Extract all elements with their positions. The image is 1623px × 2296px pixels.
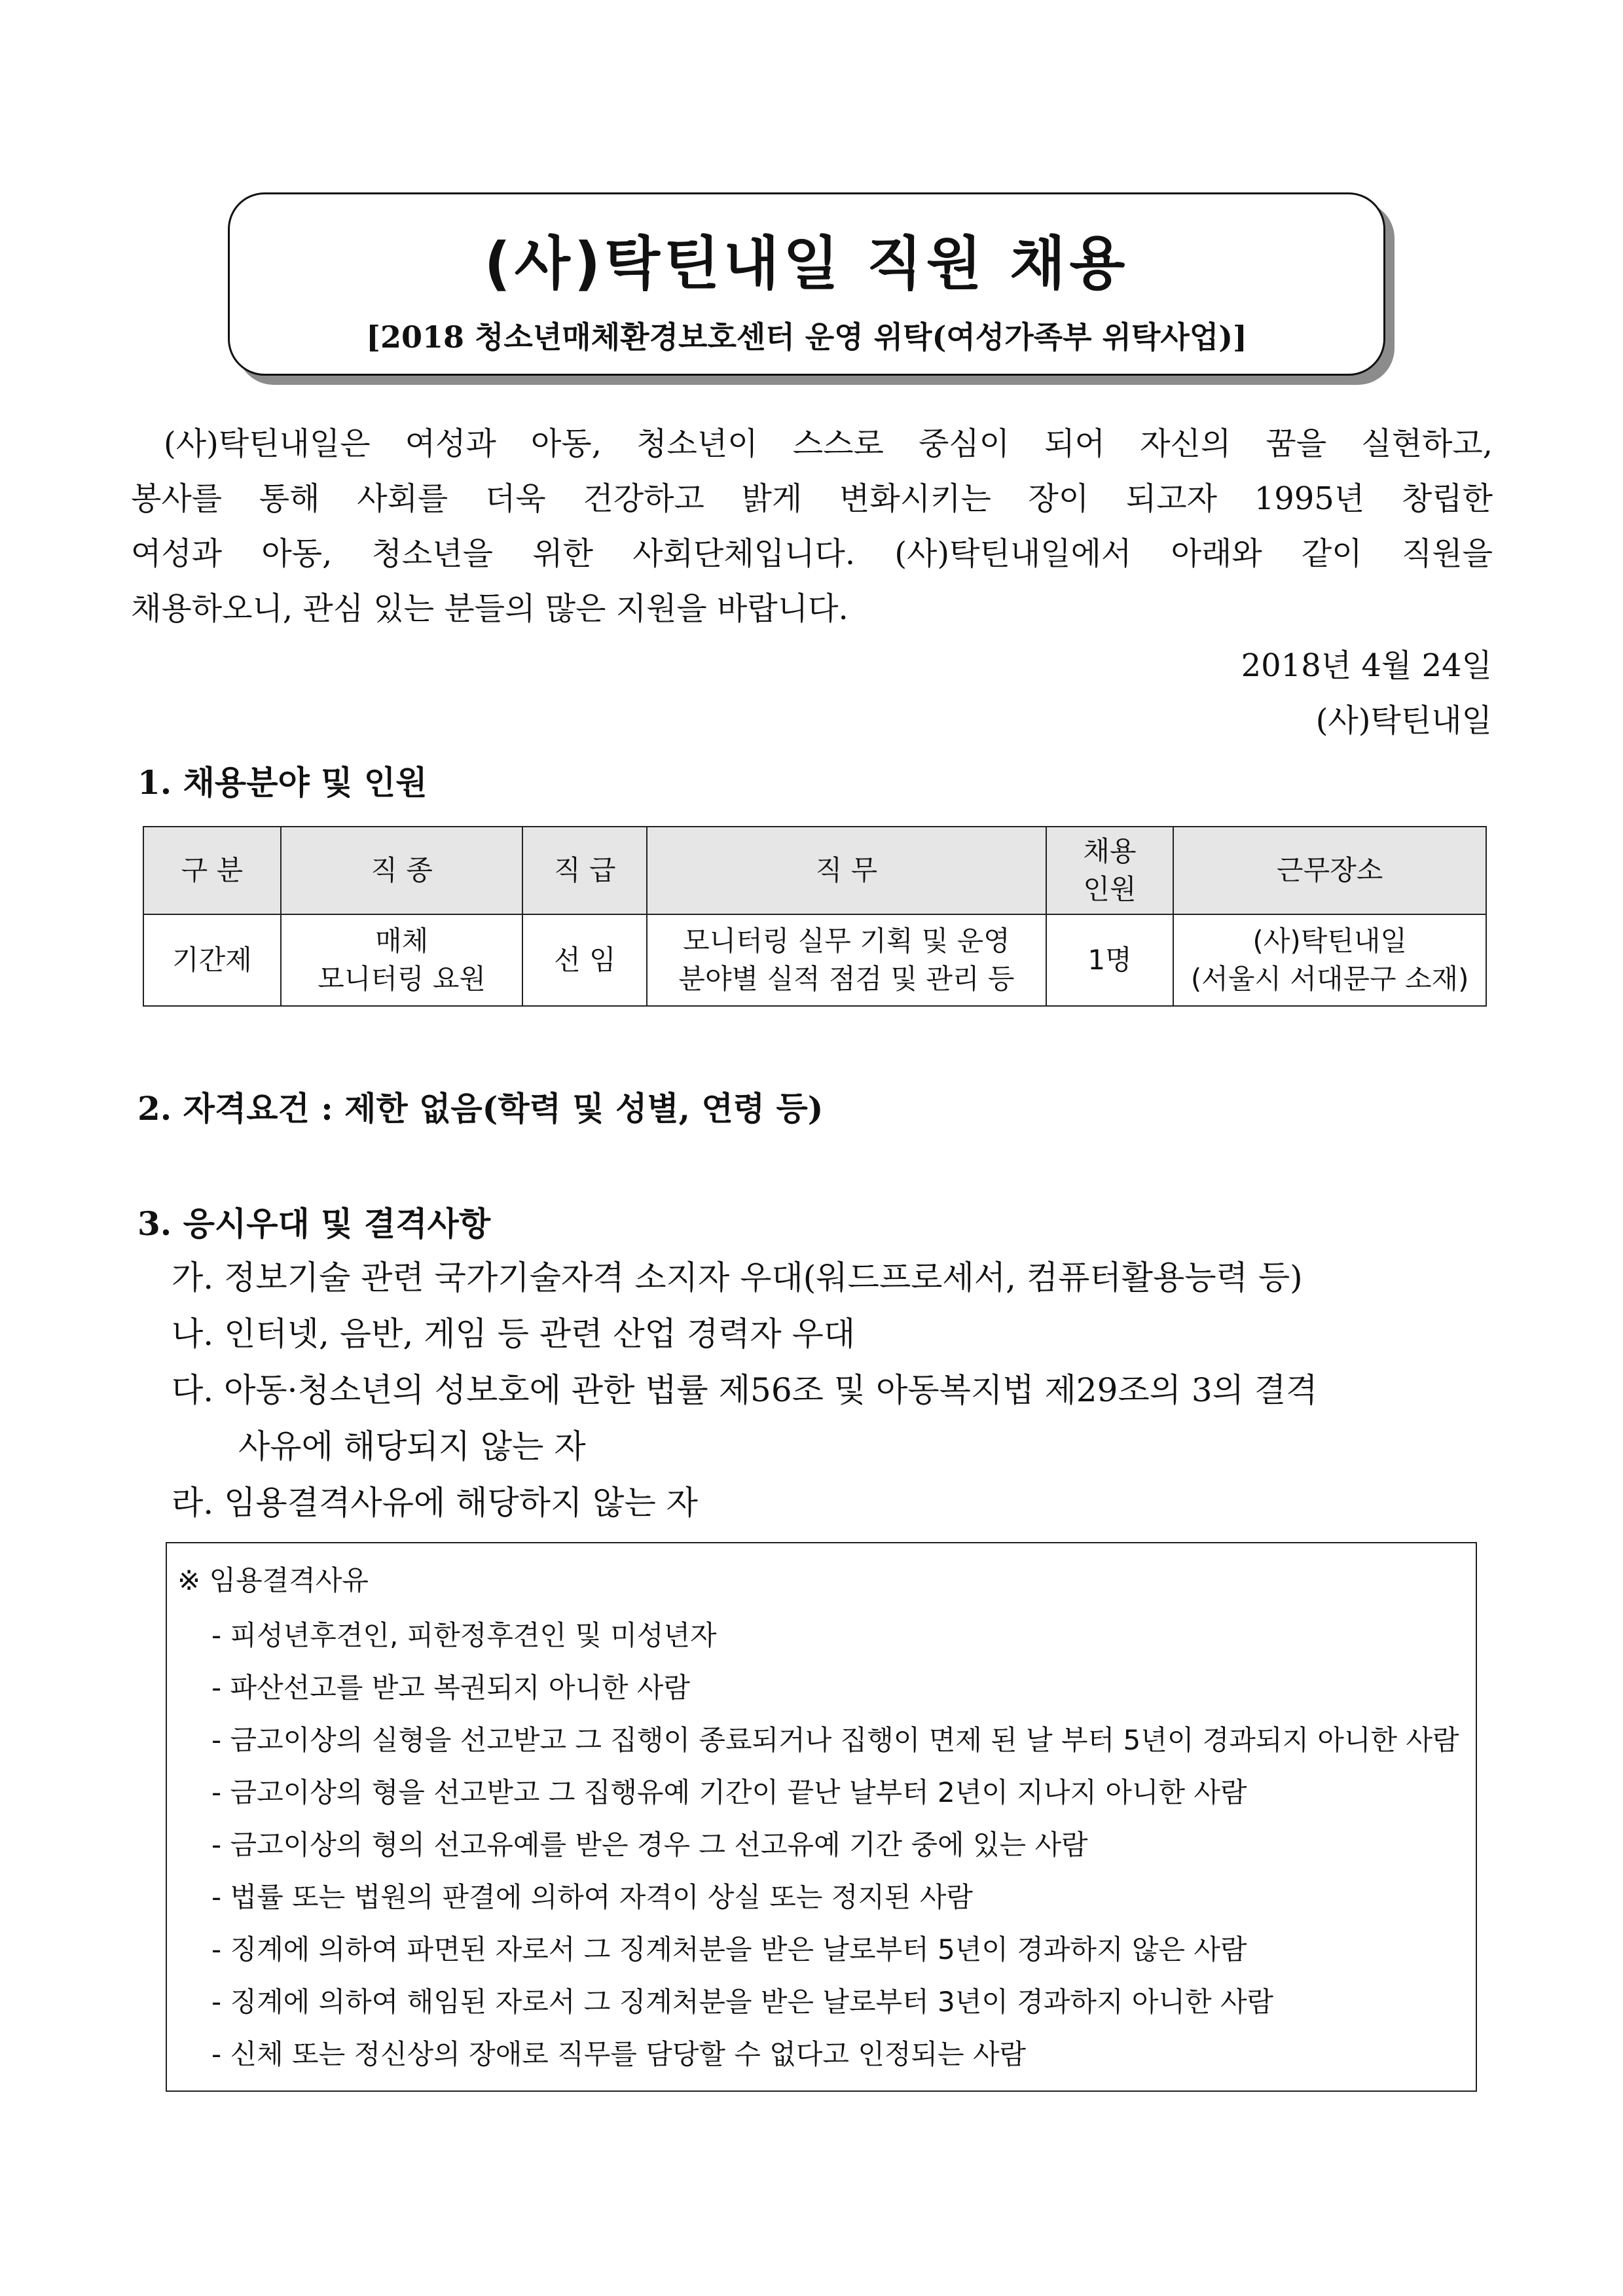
disqualification-box — [166, 1542, 1477, 2092]
disqualification-item: - 피성년후견인, 피한정후견인 및 미성년자 — [211, 1619, 717, 1651]
posting-date: 2018년 4월 24일 — [1241, 647, 1492, 684]
list-item: 라. 임용결격사유에 해당하지 않는 자 — [172, 1484, 698, 1522]
section-3-heading: 3. 응시우대 및 결격사항 — [137, 1204, 491, 1243]
disqualification-item: - 파산선고를 받고 복권되지 아니한 사람 — [211, 1672, 691, 1704]
title-box — [228, 192, 1385, 376]
list-item: 나. 인터넷, 음반, 게임 등 관련 산업 경력자 우대 — [172, 1315, 856, 1353]
cell-category: 기간제 — [143, 914, 281, 1006]
document-subtitle: [2018 청소년매체환경보호센터 운영 위탁(여성가족부 위탁사업)] — [366, 319, 1247, 355]
list-item-continuation: 사유에 해당되지 않는 자 — [238, 1427, 586, 1465]
header-duty: 직 무 — [647, 827, 1046, 914]
intro-line: 채용하오니, 관심 있는 분들의 많은 지원을 바랍니다. — [131, 590, 848, 627]
disqualification-item: - 법률 또는 법원의 판결에 의하여 자격이 상실 또는 정지된 사람 — [211, 1881, 973, 1913]
disqualification-item: - 금고이상의 실형을 선고받고 그 집행이 종료되거나 집행이 면제 된 날 부터 5년이 경과되지 아니한 사람 — [211, 1724, 1459, 1756]
intro-line: (사)탁틴내일은 여성과 아동, 청소년이 스스로 중심이 되어 자신의 꿈을 실현하고, — [164, 425, 1493, 462]
intro-line: 봉사를 통해 사회를 더욱 건강하고 밝게 변화시키는 장이 되고자 1995년 창립한 — [131, 480, 1493, 517]
table-row — [143, 914, 1486, 1006]
cell-job-type: 매체 모니터링 요원 — [281, 914, 523, 1006]
list-item: 다. 아동·청소년의 성보호에 관한 법률 제56조 및 아동복지법 제29조의 3의 결격 — [172, 1371, 1318, 1409]
cell-duty: 모니터링 실무 기획 및 운영 분야별 실적 점검 및 관리 등 — [647, 914, 1046, 1006]
header-category: 구 분 — [143, 827, 281, 914]
disqualification-title: ※ 임용결격사유 — [177, 1564, 369, 1596]
intro-paragraph — [131, 416, 1493, 636]
disqualification-item: - 금고이상의 형을 선고받고 그 집행유예 기간이 끝난 날부터 2년이 지나지 아니한 사람 — [211, 1776, 1247, 1808]
section-2-heading: 2. 자격요건 : 제한 없음(학력 및 성별, 연령 등) — [137, 1089, 824, 1128]
header-job-type: 직 종 — [281, 827, 523, 914]
section-1-heading: 1. 채용분야 및 인원 — [137, 763, 428, 802]
intro-line: 여성과 아동, 청소년을 위한 사회단체입니다. (사)탁틴내일에서 아래와 같이 직원을 — [131, 535, 1493, 572]
list-item: 가. 정보기술 관련 국가기술자격 소지자 우대(워드프로세서, 컴퓨터활용능력 등) — [172, 1259, 1303, 1297]
recruitment-table — [143, 826, 1487, 1007]
cell-headcount: 1명 — [1046, 914, 1174, 1006]
cell-grade: 선 임 — [522, 914, 647, 1006]
disqualification-item: - 징계에 의하여 파면된 자로서 그 징계처분을 받은 날로부터 5년이 경과하지 않은 사람 — [211, 1933, 1247, 1965]
header-headcount: 채용 인원 — [1046, 827, 1174, 914]
header-grade: 직 급 — [522, 827, 647, 914]
cell-workplace: (사)탁틴내일 (서울시 서대문구 소재) — [1173, 914, 1486, 1006]
table-header-row — [143, 827, 1486, 914]
disqualification-item: - 신체 또는 정신상의 장애로 직무를 담당할 수 없다고 인정되는 사람 — [211, 2038, 1027, 2070]
organization-signature: (사)탁틴내일 — [1315, 702, 1492, 739]
document-title: (사)탁틴내일 직원 채용 — [484, 230, 1129, 297]
disqualification-item: - 금고이상의 형의 선고유예를 받은 경우 그 선고유예 기간 중에 있는 사람 — [211, 1829, 1088, 1861]
disqualification-item: - 징계에 의하여 해임된 자로서 그 징계처분을 받은 날로부터 3년이 경과하지 아니한 사람 — [211, 1986, 1274, 2018]
header-workplace: 근무장소 — [1173, 827, 1486, 914]
